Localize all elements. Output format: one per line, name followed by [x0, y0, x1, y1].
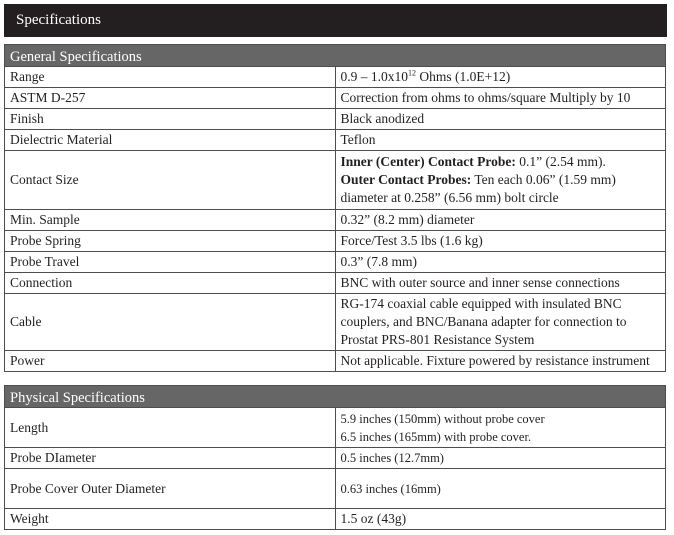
- table-row: [5, 509, 666, 530]
- weight-label: Weight: [5, 509, 336, 530]
- probe-diameter-label: Probe DIameter: [5, 448, 336, 469]
- table-row: [5, 448, 666, 469]
- probe-cover-value: 0.63 inches (16mm): [335, 469, 666, 509]
- dielectric-value: Teflon: [335, 130, 666, 151]
- range-value-exponent: 12: [408, 68, 416, 78]
- table-row: [5, 351, 666, 372]
- inner-contact-line: [341, 153, 661, 171]
- length-label: Length: [5, 408, 336, 448]
- probe-travel-value: 0.3” (7.8 mm): [335, 252, 666, 273]
- finish-value: Black anodized: [335, 109, 666, 130]
- probe-travel-label: Probe Travel: [5, 252, 336, 273]
- probe-spring-value: Force/Test 3.5 lbs (1.6 kg): [335, 231, 666, 252]
- weight-value: 1.5 oz (43g): [335, 509, 666, 530]
- table-row: [5, 408, 666, 448]
- probe-cover-label: Probe Cover Outer Diameter: [5, 469, 336, 509]
- cable-value: RG-174 coaxial cable equipped with insulated BNC couplers, and BNC/Banana adapter for connection to Prostat PRS-801 Resistance System: [335, 294, 666, 351]
- table-row: [5, 67, 666, 88]
- table-row: [5, 88, 666, 109]
- probe-diameter-value: 0.5 inches (12.7mm): [335, 448, 666, 469]
- physical-specifications-header: Physical Specifications: [5, 386, 666, 408]
- outer-contact-value: Ten each 0.06” (1.59 mm) diameter at 0.258” (6.56 mm) bolt circle: [340, 172, 616, 205]
- table-row: [5, 210, 666, 231]
- inner-contact-label: Inner (Center) Contact Probe:: [340, 154, 516, 169]
- probe-spring-label: Probe Spring: [5, 231, 336, 252]
- finish-label: Finish: [5, 109, 336, 130]
- general-specifications-table: [4, 44, 666, 372]
- outer-contact-label: Outer Contact Probes:: [340, 172, 472, 187]
- outer-contact-line: [341, 171, 661, 207]
- table-row: [5, 294, 666, 351]
- astm-label: ASTM D-257: [5, 88, 336, 109]
- connection-label: Connection: [5, 273, 336, 294]
- length-value-line1: 5.9 inches (150mm) without probe cover: [340, 411, 545, 426]
- cable-label: Cable: [5, 294, 336, 351]
- astm-value: Correction from ohms to ohms/square Multiply by 10: [335, 88, 666, 109]
- general-specifications-header: General Specifications: [5, 45, 666, 67]
- contact-size-value: [335, 151, 666, 210]
- connection-value: BNC with outer source and inner sense connections: [335, 273, 666, 294]
- table-row: [5, 130, 666, 151]
- table-row: [5, 231, 666, 252]
- table-row: [5, 469, 666, 509]
- page-title: Specifications: [4, 4, 667, 37]
- power-value: Not applicable. Fixture powered by resistance instrument: [335, 351, 666, 372]
- power-label: Power: [5, 351, 336, 372]
- contact-size-label: Contact Size: [5, 151, 336, 210]
- min-sample-label: Min. Sample: [5, 210, 336, 231]
- range-value-base: 0.9 – 1.0x10: [340, 69, 408, 84]
- length-value: [335, 408, 666, 448]
- physical-specifications-table: [4, 385, 666, 530]
- min-sample-value: 0.32” (8.2 mm) diameter: [335, 210, 666, 231]
- range-value-suffix: Ohms (1.0E+12): [416, 69, 511, 84]
- range-label: Range: [5, 67, 336, 88]
- table-row: [5, 252, 666, 273]
- table-row: [5, 109, 666, 130]
- length-value-line2: 6.5 inches (165mm) with probe cover.: [340, 429, 532, 444]
- table-row: [5, 151, 666, 210]
- table-row: [5, 273, 666, 294]
- range-value: [335, 67, 666, 88]
- inner-contact-value: 0.1” (2.54 mm).: [515, 154, 606, 169]
- dielectric-label: Dielectric Material: [5, 130, 336, 151]
